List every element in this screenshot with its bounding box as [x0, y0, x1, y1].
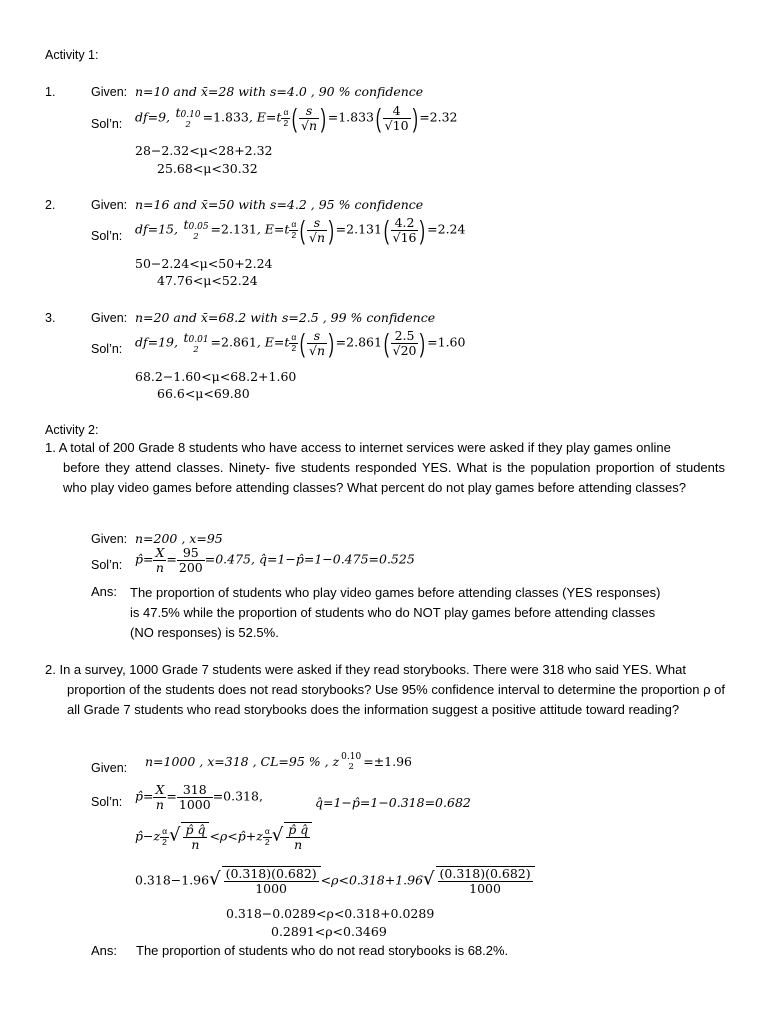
activity1-heading: Activity 1: — [45, 48, 99, 62]
item2-frac-den: √16 — [392, 229, 417, 245]
item2-e-final: =2.24 — [427, 221, 466, 237]
item3-t-sub: 0.01 — [188, 335, 209, 346]
item3-number: 3. — [45, 311, 56, 325]
problem2-first-line: 2. In a survey, 1000 Grade 7 students were asked if they read storybooks. There were 318 who said YES. What — [45, 662, 686, 677]
problem2-num-frac-2: (0.318)(0.682) — [439, 866, 531, 881]
problem2-ineq-left: p̂−z — [135, 828, 161, 844]
problem2-text — [45, 660, 725, 720]
problem1-given: n=200 , x=95 — [135, 531, 223, 546]
problem2-phat: p̂= — [135, 788, 154, 804]
problem1-eq: = — [166, 551, 177, 567]
item2-line1: 50−2.24<μ<50+2.24 — [135, 256, 273, 271]
item1-given-label: Given: — [91, 85, 128, 99]
item1-soln-label: Sol’n: — [91, 117, 123, 131]
item2-given-label: Given: — [91, 198, 128, 212]
item3-line2: 66.6<μ<69.80 — [157, 386, 250, 401]
item3-solution: df=19, t0.01 2 =2.861, E=t $\frac{\alpha}{2}$ ( $\frac{s}{√n}$ ) =2.861( $\frac{2.5}{√20}$ ) =1.60 — [135, 328, 466, 359]
problem2-solution — [135, 783, 263, 812]
item2-frac-num: 4.2 — [391, 216, 419, 231]
problem2-num-mid: <ρ<0.318+1.96 — [320, 872, 424, 888]
problem2-given: n=1000 , x=318 , CL=95 % , z 0.10 2 =±1.96 — [145, 752, 412, 772]
item3-df: df=19, — [135, 334, 178, 350]
problem2-soln-b: =0.318, — [212, 788, 263, 804]
item1-line1: 28−2.32<μ<28+2.32 — [135, 143, 273, 158]
problem2-n-1: n — [191, 836, 200, 852]
item2-soln-label: Sol’n: — [91, 229, 123, 243]
problem2-fr1-num: X — [155, 782, 165, 797]
item3-frac-num: 2.5 — [391, 329, 419, 344]
problem1-fr1-den: n — [155, 559, 164, 575]
item2-e-result: =2.131 — [335, 221, 382, 237]
item2-solution: df=15, t0.05 2 =2.131, E=t $\frac{\alpha}{2}$ ( $\frac{s}{√n}$ ) =2.131( $\frac{4.2}{√16}$ ) =2.24 — [135, 215, 466, 246]
problem2-answer: The proportion of students who do not read storybooks is 68.2%. — [136, 943, 509, 958]
item3-line1: 68.2−1.60<μ<68.2+1.60 — [135, 369, 297, 384]
problem2-num-den-2: 1000 — [469, 880, 501, 896]
item2-t-sub: 0.05 — [188, 222, 209, 233]
problem1-given-label: Given: — [91, 532, 128, 546]
problem2-num-left: 0.318−1.96 — [135, 872, 210, 888]
problem2-given-tail: =±1.96 — [363, 753, 412, 769]
item1-e-result: =1.833 — [327, 109, 374, 125]
problem1-solution — [135, 546, 415, 575]
problem1-soln-b: =0.475, q̂=1−p̂=1−0.475=0.525 — [204, 551, 415, 567]
item2-t-val: =2.131 — [210, 221, 257, 237]
item3-e-final: =1.60 — [427, 334, 466, 350]
item1-t-val: =1.833 — [202, 109, 249, 125]
problem2-given-sub: 0.10 — [341, 752, 362, 762]
problem2-rest: proportion of the students does not read storybooks? Use 95% confidence interval to determine the proportion ρ of all Grade 7 students who read storybooks does the information suggest a positive attitude toward reading? — [67, 682, 725, 717]
problem2-soln-c: q̂=1−p̂=1−0.318=0.682 — [315, 795, 471, 810]
problem1-fr2-num: 95 — [177, 546, 205, 561]
problem2-fr1-den: n — [155, 796, 164, 812]
item3-e-result: =2.861 — [335, 334, 382, 350]
item1-df: df=9, — [135, 109, 171, 125]
item1-given: n=10 and x̄=28 with s=4.0 , 90 % confidence — [135, 84, 424, 99]
problem2-given-text: n=1000 , x=318 , CL=95 % , z — [145, 753, 340, 769]
activity2-heading: Activity 2: — [45, 423, 99, 437]
problem2-ineq-mid: <ρ<p̂+z — [209, 828, 263, 844]
problem1-first-line: 1. A total of 200 Grade 8 students who have access to internet services were asked if they play games online — [45, 440, 671, 455]
item1-frac-den: √10 — [384, 117, 409, 133]
item2-line2: 47.76<μ<52.24 — [157, 273, 258, 288]
problem1-fr1-num: X — [155, 545, 165, 560]
item3-t-val: =2.861 — [210, 334, 257, 350]
problem2-inequality: p̂−z $\frac{\alpha}{2}$ √ $\frac{p̂ q̂}{n}$ <ρ<p̂+z $\frac{\alpha}{2}$ √ $\frac{p̂ q̂}{n}$ — [135, 822, 312, 852]
problem2-ans-label: Ans: — [91, 943, 118, 958]
item2-given: n=16 and x̄=50 with s=4.2 , 95 % confidence — [135, 197, 424, 212]
problem1-ans-label: Ans: — [91, 584, 118, 599]
problem2-num-den-1: 1000 — [255, 880, 288, 896]
item1-solution: df=9, t0.10 2 =1.833, E=t $\frac{\alpha}{2}$ ( $\frac{s}{√n}$ ) =1.833( $\frac{4}{√10}$ ) =2.32 — [135, 103, 458, 134]
problem2-n-2: n — [294, 836, 303, 852]
problem2-soln-label: Sol’n: — [91, 795, 123, 809]
problem2-num-frac-1: (0.318)(0.682) — [225, 866, 317, 881]
item2-number: 2. — [45, 198, 56, 212]
item1-e-final: =2.32 — [419, 109, 458, 125]
item3-frac-den: √20 — [392, 342, 417, 358]
problem1-answer: The proportion of students who play video games before attending classes (YES responses) is 47.5% while the proportion of students who do NOT play games before attending classes (NO responses) is 52.5%. — [130, 585, 661, 640]
problem1-fr2-den: 200 — [178, 559, 203, 575]
problem2-fr2-num: 318 — [177, 783, 213, 798]
problem2-pq-1: p̂ q̂ — [185, 822, 206, 837]
problem2-line3: 0.318−0.0289<ρ<0.318+0.0289 — [226, 906, 435, 921]
item3-given-label: Given: — [91, 311, 128, 325]
problem1-soln-label: Sol’n: — [91, 558, 123, 572]
problem2-pq-2: p̂ q̂ — [288, 822, 309, 837]
problem2-fr2-den: 1000 — [178, 796, 211, 812]
problem2-line4: 0.2891<ρ<0.3469 — [271, 924, 387, 939]
item1-t-sub: 0.10 — [180, 110, 201, 121]
item1-frac-num: 4 — [383, 104, 411, 119]
item3-soln-label: Sol’n: — [91, 342, 123, 356]
problem1-rest: before they attend classes. Ninety- five students responded YES. What is the population proportion of students who play video games before attending classes? What percent do not play games before attending classes? — [63, 460, 725, 495]
item3-given: n=20 and x̄=68.2 with s=2.5 , 99 % confidence — [135, 310, 436, 325]
item1-line2: 25.68<μ<30.32 — [157, 161, 258, 176]
problem2-numeric-line: 0.318−1.96√ $\frac{(0.318)(0.682)}{1000}$ <ρ<0.318+1.96√ $\frac{(0.318)(0.682)}{1000}$ — [135, 866, 535, 896]
item1-number: 1. — [45, 85, 56, 99]
problem2-given-label: Given: — [91, 761, 128, 775]
item2-df: df=15, — [135, 221, 178, 237]
problem1-phat: p̂= — [135, 551, 154, 567]
problem2-eq: = — [166, 788, 177, 804]
problem1-text — [45, 438, 725, 498]
